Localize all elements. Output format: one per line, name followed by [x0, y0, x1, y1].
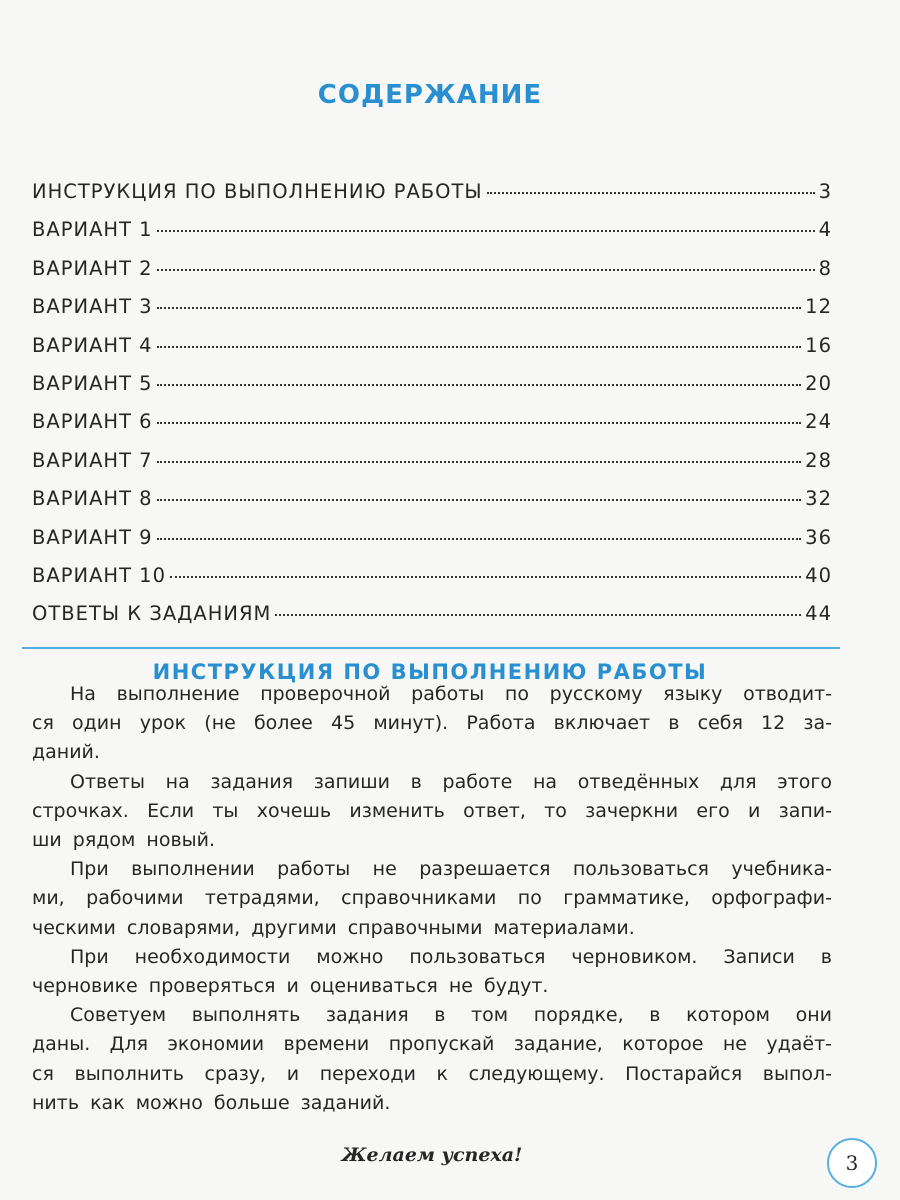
toc-entry-label: ВАРИАНТ 6 [32, 410, 153, 434]
toc-entry-page: 44 [805, 602, 832, 626]
paragraph-line: ся один урок (не более 45 минут). Работа включает в себя 12 за- [32, 712, 832, 735]
toc-entry[interactable] [32, 449, 832, 487]
toc-entry-label: ВАРИАНТ 10 [32, 563, 166, 587]
toc-entry-label: ВАРИАНТ 8 [32, 487, 153, 511]
toc-leader-dots [157, 538, 802, 540]
toc-leader-dots [487, 192, 815, 194]
toc-leader-dots [157, 384, 802, 386]
instruction-paragraph [32, 680, 832, 768]
paragraph-line: нить как можно больше заданий. [32, 1091, 391, 1114]
toc-entry[interactable] [32, 180, 832, 218]
page-number: 3 [827, 1138, 877, 1188]
toc-entry[interactable] [32, 257, 832, 295]
toc-leader-dots [157, 422, 802, 424]
instruction-paragraph [32, 943, 832, 1001]
toc-leader-dots [157, 269, 815, 271]
toc-entry-page: 20 [805, 371, 832, 395]
toc-leader-dots [170, 576, 801, 578]
table-of-contents [32, 180, 832, 641]
toc-entry-label: ОТВЕТЫ К ЗАДАНИЯМ [32, 602, 272, 626]
paragraph-line: Советуем выполнять задания в том порядке, в котором они [70, 1004, 832, 1027]
paragraph-line: черновике проверяться и оцениваться не будут. [32, 975, 549, 998]
toc-entry-label: ВАРИАНТ 9 [32, 525, 153, 549]
toc-leader-dots [275, 614, 801, 616]
toc-entry-label: ВАРИАНТ 1 [32, 218, 153, 242]
paragraph-line: При необходимости можно пользоваться черновиком. Записи в [70, 945, 832, 968]
paragraph-line: На выполнение проверочной работы по русскому языку отводит- [70, 683, 832, 705]
instructions-heading: ИНСТРУКЦИЯ ПО ВЫПОЛНЕНИЮ РАБОТЫ [152, 660, 708, 684]
toc-entry-page: 3 [818, 180, 832, 203]
paragraph-line: даний. [32, 741, 100, 764]
paragraph-line: При выполнении работы не разрешается пользоваться учебника- [70, 858, 832, 881]
toc-entry-label: ВАРИАНТ 3 [32, 295, 153, 319]
toc-entry-page: 36 [805, 525, 832, 549]
toc-entry-label: ВАРИАНТ 7 [32, 448, 153, 472]
toc-entry[interactable] [32, 564, 832, 602]
toc-leader-dots [157, 346, 802, 348]
toc-entry[interactable] [32, 602, 832, 640]
toc-entry-page: 4 [818, 218, 832, 242]
toc-entry[interactable] [32, 410, 832, 448]
paragraph-line: ши рядом новый. [32, 829, 216, 852]
toc-entry-label: ВАРИАНТ 5 [32, 371, 153, 395]
toc-entry-page: 8 [818, 256, 832, 280]
instruction-paragraph [32, 768, 832, 856]
paragraph-line: ми, рабочими тетрадями, справочниками по грамматике, орфографи- [32, 887, 832, 910]
paragraph-line: Ответы на задания запиши в работе на отведённых для этого [70, 770, 832, 793]
instructions-body [32, 680, 832, 1118]
toc-entry-label: ВАРИАНТ 4 [32, 333, 153, 357]
toc-entry[interactable] [32, 487, 832, 525]
toc-entry-page: 12 [805, 295, 832, 319]
toc-entry[interactable] [32, 295, 832, 333]
toc-leader-dots [157, 499, 802, 501]
instruction-paragraph [32, 855, 832, 943]
paragraph-line: строчках. Если ты хочешь изменить ответ, то зачеркни его и запи- [32, 799, 832, 822]
paragraph-line: ся выполнить сразу, и переходи к следующему. Постарайся выпол- [32, 1062, 832, 1085]
toc-entry-page: 28 [805, 448, 832, 472]
toc-entry-page: 24 [805, 410, 832, 434]
toc-entry[interactable] [32, 218, 832, 256]
toc-entry-page: 16 [805, 333, 832, 357]
closing-wish: Желаем успеха! [341, 1144, 523, 1166]
toc-entry-page: 40 [805, 563, 832, 587]
instruction-paragraph [32, 1001, 832, 1118]
toc-entry[interactable] [32, 526, 832, 564]
toc-entry[interactable] [32, 372, 832, 410]
divider [22, 647, 840, 649]
contents-title: СОДЕРЖАНИЕ [317, 80, 543, 110]
paragraph-line: даны. Для экономии времени пропускай задание, которое не удаёт- [32, 1033, 832, 1056]
toc-leader-dots [157, 461, 802, 463]
toc-leader-dots [157, 230, 815, 232]
toc-leader-dots [157, 307, 802, 309]
toc-entry[interactable] [32, 334, 832, 372]
toc-entry-label: ВАРИАНТ 2 [32, 256, 153, 280]
toc-entry-page: 32 [805, 487, 832, 511]
paragraph-line: ческими словарями, другими справочными материалами. [32, 916, 635, 939]
toc-entry-label: ИНСТРУКЦИЯ ПО ВЫПОЛНЕНИЮ РАБОТЫ [32, 180, 483, 203]
